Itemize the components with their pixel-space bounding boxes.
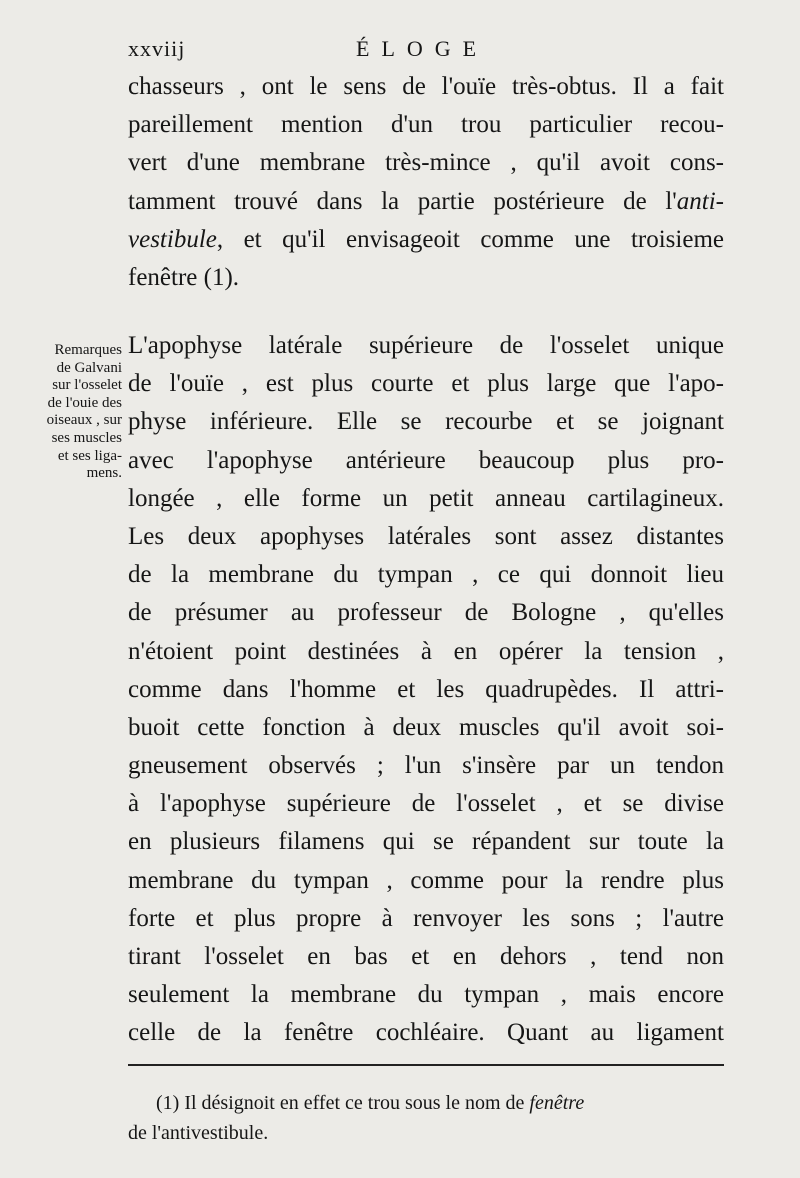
text-line: à l'apophyse supérieure de l'osselet , et se divise <box>128 790 724 818</box>
text-segment: tamment trouvé dans la partie postérieure de l' <box>128 187 677 215</box>
text-segment: , et qu'il envisageoit comme une troisieme <box>216 225 724 253</box>
marginal-line: de l'ouie des <box>47 394 122 411</box>
text-line: de l'ouïe , est plus courte et plus large que l'apo- <box>128 370 724 398</box>
text-line: longée , elle forme un petit anneau cartilagineux. <box>128 484 724 512</box>
running-title: ÉLOGE <box>356 36 489 61</box>
text-line: celle de la fenêtre cochléaire. Quant au ligament <box>128 1019 724 1047</box>
text-line <box>128 221 724 259</box>
text-line: vert d'une membrane très-mince , qu'il avoit cons- <box>128 149 724 177</box>
paragraph-1 <box>128 68 724 297</box>
text-line: physe inférieure. Elle se recourbe et se joignant <box>128 408 724 436</box>
marginal-line: mens. <box>86 465 122 482</box>
text-line: Les deux apophyses latérales sont assez distantes <box>128 522 724 550</box>
text-line: fenêtre (1). <box>128 263 240 291</box>
paragraph-2 <box>128 327 724 1053</box>
text-line: n'étoient point destinées à en opérer la tension , <box>128 637 724 665</box>
italic-term: fenêtre <box>529 1092 585 1114</box>
marginal-note <box>4 342 122 483</box>
footnote-rule <box>128 1064 724 1066</box>
text-line: de la membrane du tympan , ce qui donnoit lieu <box>128 561 724 589</box>
text-line: gneusement observés ; l'un s'insère par un tendon <box>128 752 724 780</box>
text-line <box>128 183 724 221</box>
marginal-line: oiseaux , sur <box>46 412 122 429</box>
italic-term: anti- <box>676 187 724 215</box>
italic-term: vestibule <box>128 225 217 253</box>
marginal-line: sur l'osselet <box>52 377 122 394</box>
page-header <box>128 36 728 66</box>
text-line: forte et plus propre à renvoyer les sons ; l'autre <box>128 904 724 932</box>
text-line: chasseurs , ont le sens de l'ouïe très-obtus. Il a fait <box>128 73 724 100</box>
text-line: de présumer au professeur de Bologne , qu'elles <box>128 599 724 627</box>
text-line: seulement la membrane du tympan , mais encore <box>128 981 724 1009</box>
footnote-line: de l'antivestibule. <box>128 1122 269 1144</box>
text-line: tirant l'osselet en bas et en dehors , tend non <box>128 943 724 970</box>
text-line: membrane du tympan , comme pour la rendre plus <box>128 866 724 894</box>
text-line: avec l'apophyse antérieure beaucoup plus pro- <box>128 446 724 474</box>
footnote-line <box>128 1088 724 1118</box>
footnote-text: (1) Il désignoit en effet ce trou sous le nom de <box>156 1092 525 1114</box>
text-line: en plusieurs filamens qui se répandent sur toute la <box>128 828 724 856</box>
text-line: L'apophyse latérale supérieure de l'osselet unique <box>128 332 724 359</box>
marginal-line: Remarques <box>54 342 122 358</box>
marginal-line: ses muscles <box>51 429 122 446</box>
text-line: buoit cette fonction à deux muscles qu'il avoit soi- <box>128 713 724 741</box>
page-number: xxviij <box>128 36 186 61</box>
marginal-line: de Galvani <box>56 359 122 376</box>
marginal-line: et ses liga- <box>57 447 122 464</box>
text-line: pareillement mention d'un trou particulier recou- <box>128 111 724 139</box>
text-line: comme dans l'homme et les quadrupèdes. Il attri- <box>128 675 724 703</box>
footnote <box>128 1088 724 1148</box>
